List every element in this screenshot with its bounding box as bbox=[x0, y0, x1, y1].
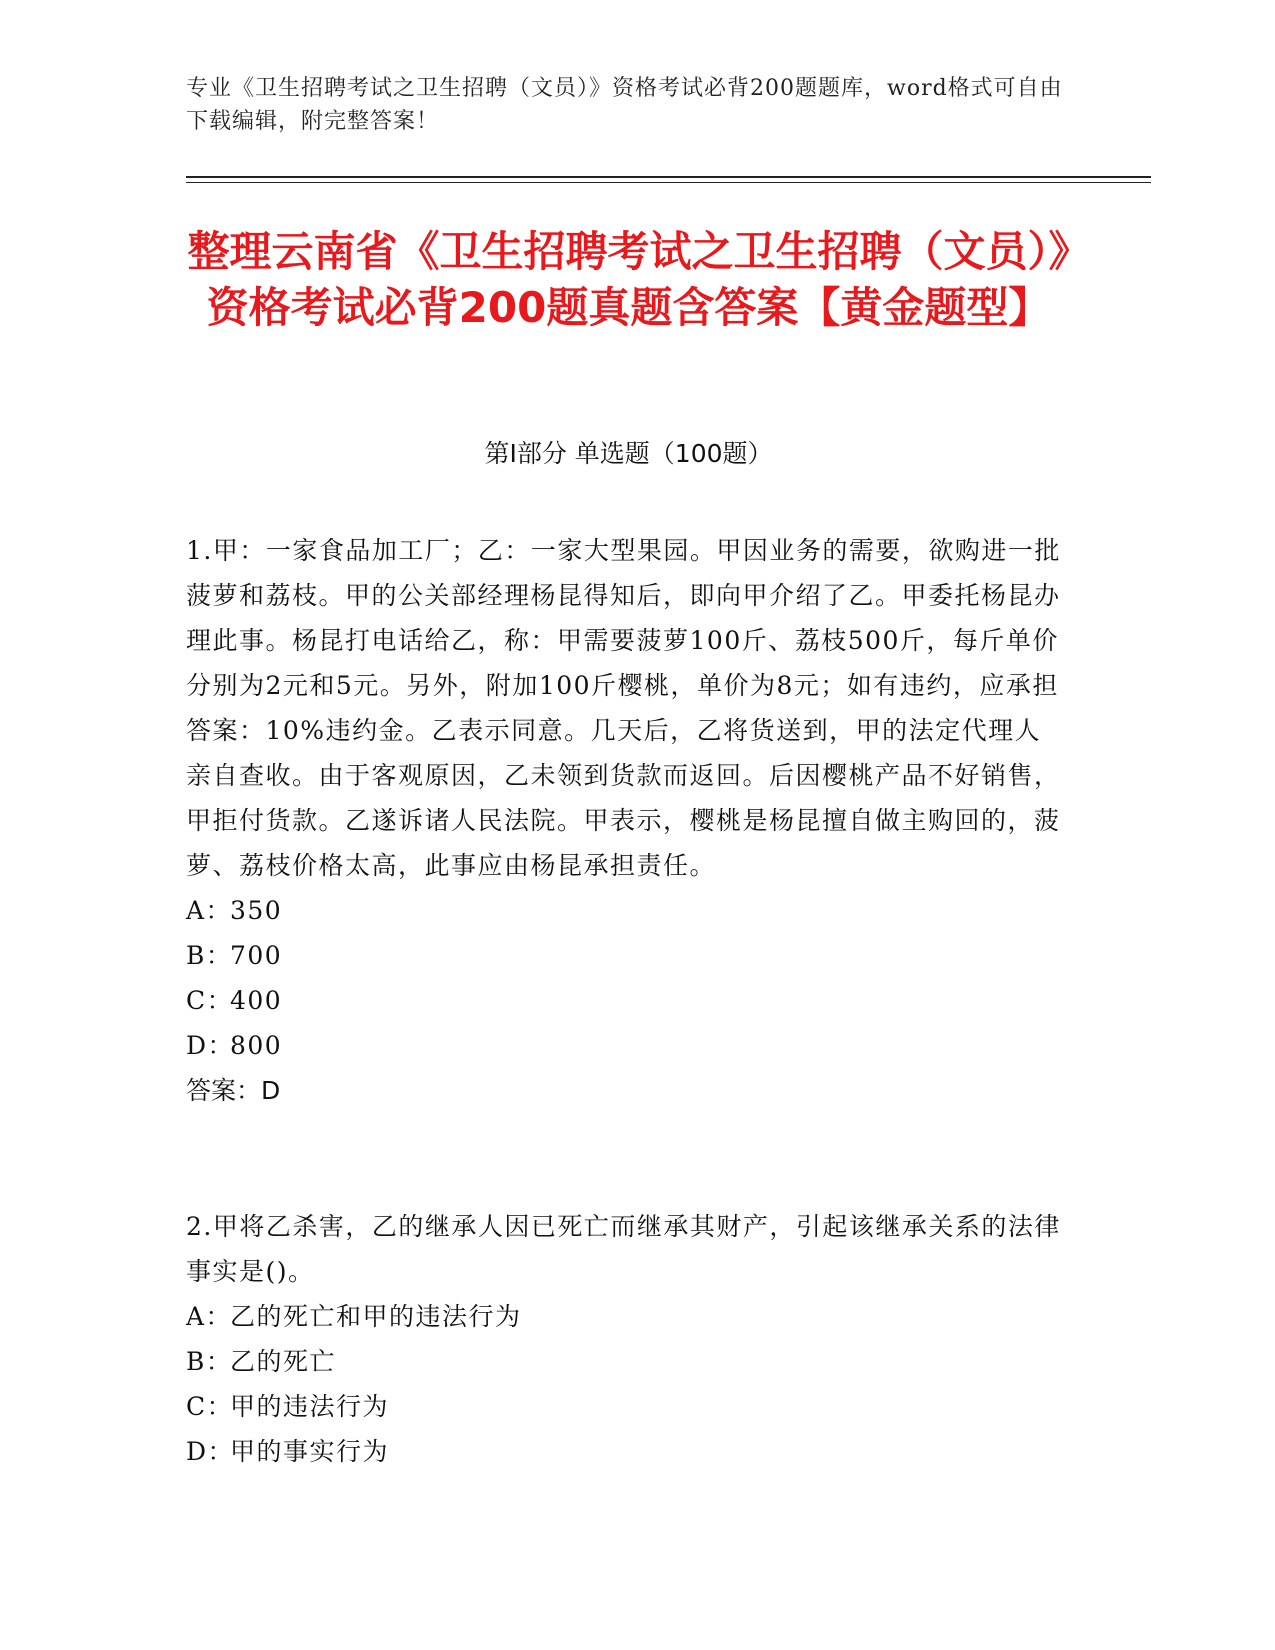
option-text: 乙的死亡 bbox=[230, 1347, 337, 1376]
answer-line bbox=[186, 1068, 1066, 1113]
option-a bbox=[186, 888, 1066, 933]
question-stem: 2.甲将乙杀害，乙的继承人因已死亡而继承其财产，引起该继承关系的法律事实是()。 bbox=[186, 1212, 1061, 1286]
option-text: 甲的事实行为 bbox=[230, 1437, 390, 1466]
option-c bbox=[186, 978, 1066, 1023]
header-divider-thick bbox=[186, 176, 1151, 178]
option-letter: A： bbox=[186, 1302, 233, 1331]
option-text: 甲的违法行为 bbox=[230, 1392, 390, 1421]
option-letter: D： bbox=[186, 1031, 235, 1060]
answer-value: D bbox=[261, 1076, 281, 1105]
option-b bbox=[186, 933, 1066, 978]
question-2 bbox=[186, 1204, 1066, 1474]
option-letter: C： bbox=[186, 986, 234, 1015]
option-text: 800 bbox=[230, 1031, 283, 1060]
question-1 bbox=[186, 528, 1066, 1113]
option-text: 350 bbox=[230, 896, 283, 925]
section-heading: 第Ⅰ部分 单选题（100题） bbox=[484, 439, 773, 468]
option-a bbox=[186, 1294, 1066, 1339]
option-letter: B： bbox=[186, 941, 233, 970]
question-stem: 1.甲：一家食品加工厂；乙：一家大型果园。甲因业务的需要，欲购进一批菠萝和荔枝。甲的公关部经理杨昆得知后，即向甲介绍了乙。甲委托杨昆办理此事。杨昆打电话给乙，称：甲需要菠萝100斤、荔枝500斤，每斤单价分别为2元和5元。另外，附加100斤樱桃，单价为8元；如有违约，应承担答案：10%违约金。乙表示同意。几天后，乙将货送到，甲的法定代理人亲自查收。由于客观原因，乙未领到货款而返回。后因樱桃产品不好销售，甲拒付货款。乙遂诉诸人民法院。甲表示，樱桃是杨昆擅自做主购回的，菠萝、荔枝价格太高，此事应由杨昆承担责任。 bbox=[186, 536, 1061, 880]
option-text: 700 bbox=[230, 941, 283, 970]
option-letter: C： bbox=[186, 1392, 234, 1421]
option-d bbox=[186, 1429, 1066, 1474]
header-note: 专业《卫生招聘考试之卫生招聘（文员）》资格考试必背200题题库，word格式可自由下载编辑，附完整答案！ bbox=[186, 76, 1063, 134]
option-c bbox=[186, 1384, 1066, 1429]
option-text: 乙的死亡和甲的违法行为 bbox=[230, 1302, 522, 1331]
option-text: 400 bbox=[230, 986, 283, 1015]
option-letter: D： bbox=[186, 1437, 235, 1466]
document-title: 整理云南省《卫生招聘考试之卫生招聘（文员）》资格考试必背200题真题含答案【黄金题型】 bbox=[187, 227, 1070, 332]
answer-label: 答案： bbox=[186, 1076, 262, 1105]
option-letter: B： bbox=[186, 1347, 233, 1376]
option-d bbox=[186, 1023, 1066, 1068]
option-b bbox=[186, 1339, 1066, 1384]
header-divider-thin bbox=[186, 182, 1151, 183]
option-letter: A： bbox=[186, 896, 233, 925]
